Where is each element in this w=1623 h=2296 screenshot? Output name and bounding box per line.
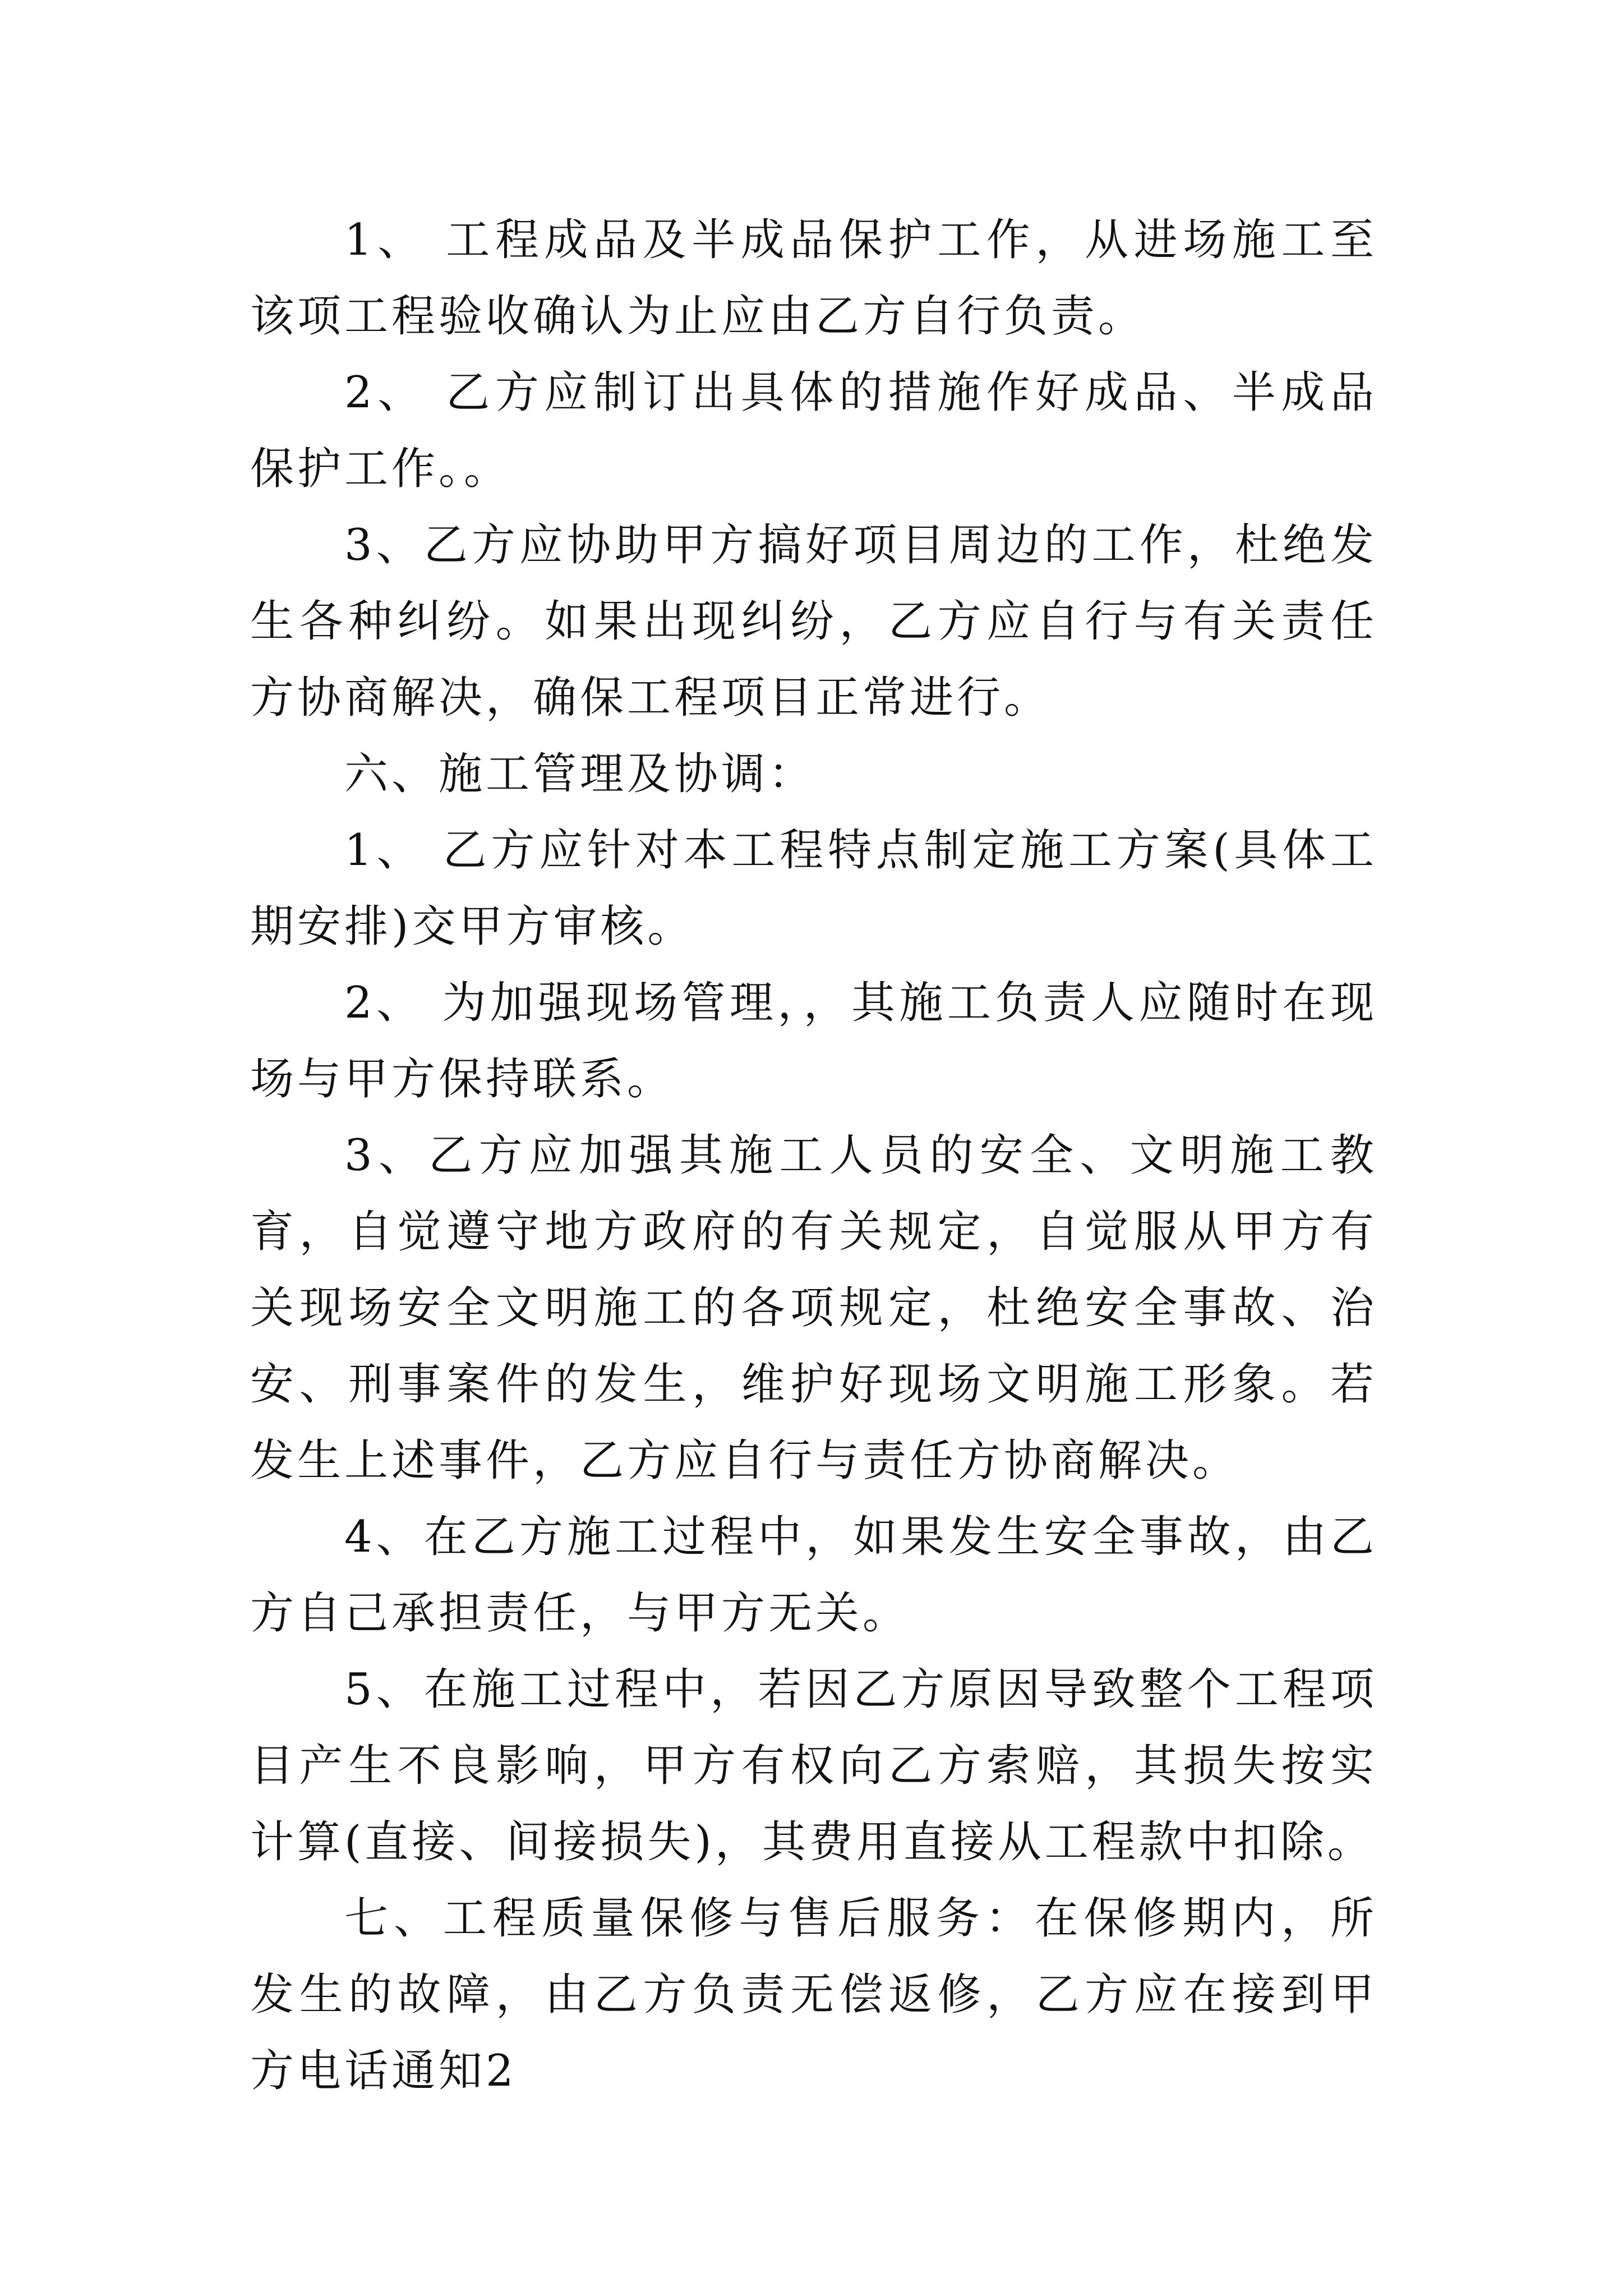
section-heading-construction-management: 六、施工管理及协调： bbox=[344, 749, 816, 799]
paragraph-site-management: 2、 为加强现场管理，，其施工负责人应随时在现场与甲方保持联系。 bbox=[250, 978, 1377, 1105]
paragraph-safety-accident: 4、在乙方施工过程中，如果发生安全事故，由乙方自己承担责任，与甲方无关。 bbox=[250, 1512, 1377, 1639]
paragraph-construction-plan: 1、 乙方应针对本工程特点制定施工方案(具体工期安排)交甲方审核。 bbox=[250, 825, 1377, 952]
document-body bbox=[250, 202, 1377, 2109]
paragraph-compensation: 5、在施工过程中，若因乙方原因导致整个工程项目产生不良影响，甲方有权向乙方索赔，其损失按实计算(直接、间接损失)，其费用直接从工程款中扣除。 bbox=[250, 1664, 1377, 1867]
paragraph-dispute-coordination: 3、乙方应协助甲方搞好项目周边的工作，杜绝发生各种纠纷。如果出现纠纷，乙方应自行与有关责任方协商解决，确保工程项目正常进行。 bbox=[250, 520, 1377, 723]
paragraph-safety-education: 3、乙方应加强其施工人员的安全、文明施工教育，自觉遵守地方政府的有关规定，自觉服从甲方有关现场安全文明施工的各项规定，杜绝安全事故、治安、刑事案件的发生，维护好现场文明施工形象。若发生上述事件，乙方应自行与责任方协商解决。 bbox=[250, 1130, 1377, 1486]
paragraph-protection-responsibility: 1、 工程成品及半成品保护工作，从进场施工至该项工程验收确认为止应由乙方自行负责。 bbox=[250, 215, 1377, 342]
paragraph-protection-measures: 2、 乙方应制订出具体的措施作好成品、半成品保护工作。。 bbox=[250, 367, 1377, 494]
paragraph-warranty-service: 七、工程质量保修与售后服务：在保修期内，所发生的故障，由乙方负责无偿返修，乙方应在接到甲方电话通知2 bbox=[250, 1893, 1377, 2096]
